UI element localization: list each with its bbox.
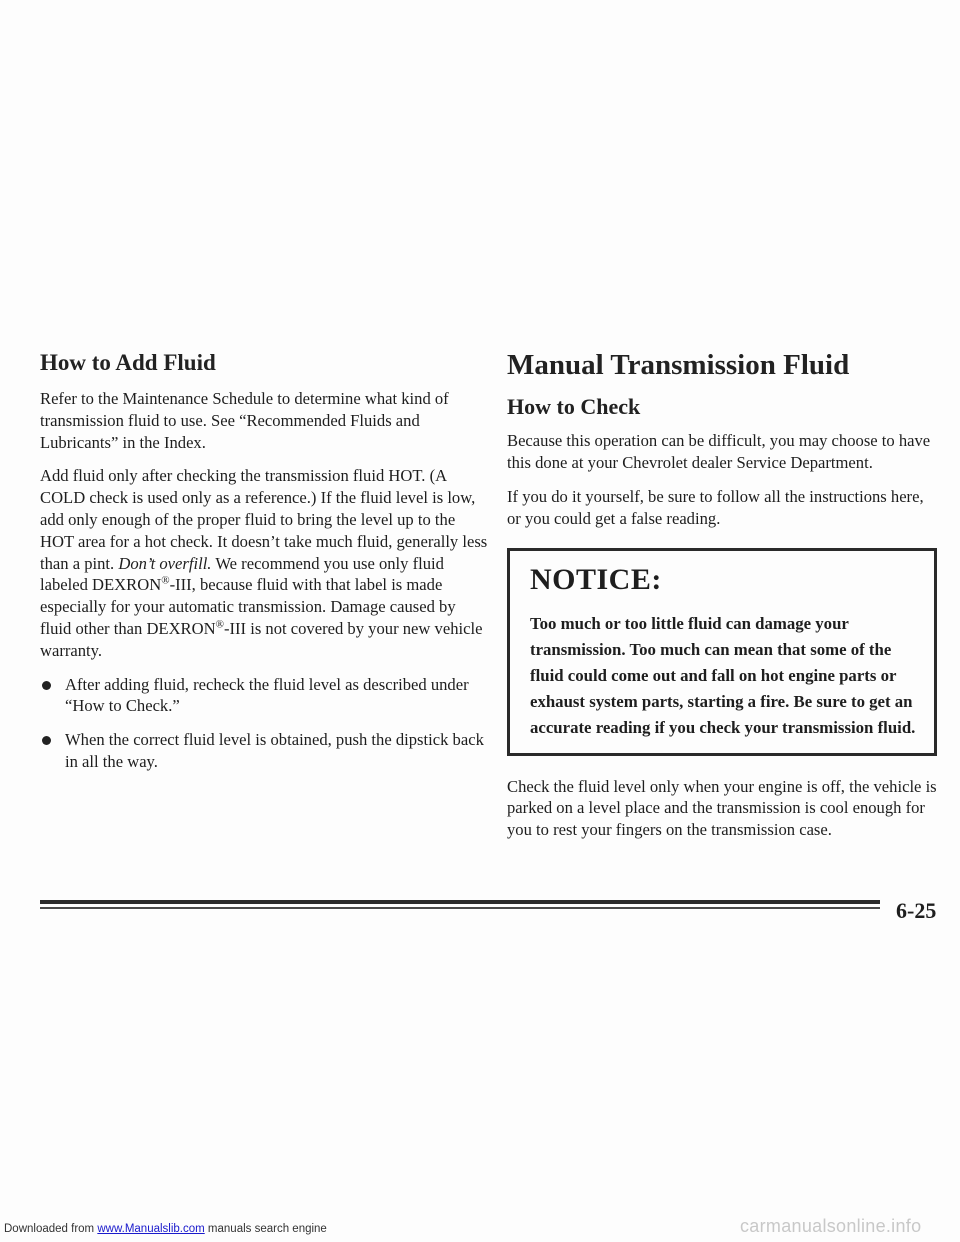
list-item xyxy=(40,674,490,718)
notice-title: NOTICE: xyxy=(530,562,662,596)
right-column xyxy=(507,350,937,853)
notice-box xyxy=(507,548,937,756)
subheading-how-to-check: How to Check xyxy=(507,394,641,420)
page-number: 6-25 xyxy=(896,898,937,923)
list-item-text: After adding fluid, recheck the fluid level as described under “How to Check.” xyxy=(65,674,469,716)
paragraph-add-fluid xyxy=(40,465,490,661)
list-item-text: When the correct fluid level is obtained, push the dipstick back in all the way. xyxy=(65,730,484,771)
paragraph-do-it-yourself: If you do it yourself, be sure to follow all the instructions here, or you could get a false reading. xyxy=(507,487,924,528)
footer-suffix: manuals search engine xyxy=(207,1223,327,1235)
registered-mark: ® xyxy=(215,618,224,631)
emphasis-dont-overfill: Don’t overfill. xyxy=(118,553,212,573)
rule-thick xyxy=(40,900,880,904)
download-footer xyxy=(4,1223,327,1235)
bullet-list xyxy=(40,674,490,773)
text-span: -III, because fluid with that label is made especially for your automatic transmission. Damage caused by fluid other than DEXRON xyxy=(40,575,456,638)
paragraph-check-conditions: Check the fluid level only when your engine is off, the vehicle is parked on a level place and the transmission is cool enough for you to rest your fingers on the transmission case. xyxy=(507,776,937,840)
bullet-icon xyxy=(42,736,51,745)
text-span: -III is not covered by your new vehicle warranty. xyxy=(40,618,483,660)
manualslib-link[interactable]: www.Manualslib.com xyxy=(97,1223,205,1235)
registered-mark: ® xyxy=(161,574,170,587)
paragraph-maintenance-schedule: Refer to the Maintenance Schedule to determine what kind of transmission fluid to use. See “Recommended Fluids and Lubricants” in the Index. xyxy=(40,389,449,452)
footer-prefix: Downloaded from xyxy=(4,1223,95,1235)
list-item xyxy=(40,729,490,773)
page-title: Manual Transmission Fluid xyxy=(507,349,850,381)
bullet-icon xyxy=(42,681,51,690)
watermark: carmanualsonline.info xyxy=(740,1216,922,1236)
text-span: We recommend you use only fluid labeled DEXRON xyxy=(40,553,444,595)
section-heading-add-fluid: How to Add Fluid xyxy=(40,350,216,375)
rule-thin xyxy=(40,907,880,909)
notice-body: Too much or too little fluid can damage your transmission. Too much can mean that some of the fluid could come out and fall on hot engine parts or exhaust system parts, starting a fire. Be sure to get an accurate reading if you check your transmission fluid. xyxy=(530,613,916,737)
paragraph-difficult-operation: Because this operation can be difficult, you may choose to have this done at your Chevrolet dealer Service Department. xyxy=(507,431,931,473)
text-span: Add fluid only after checking the transmission fluid HOT. (A COLD check is used only as a reference.) If the fluid level is low, add only enough of the proper fluid to bring the level up to the HOT area for a hot check. It doesn’t take much fluid, generally less than a pint. xyxy=(40,466,488,573)
footer-rule xyxy=(40,900,880,909)
left-column xyxy=(40,350,490,785)
